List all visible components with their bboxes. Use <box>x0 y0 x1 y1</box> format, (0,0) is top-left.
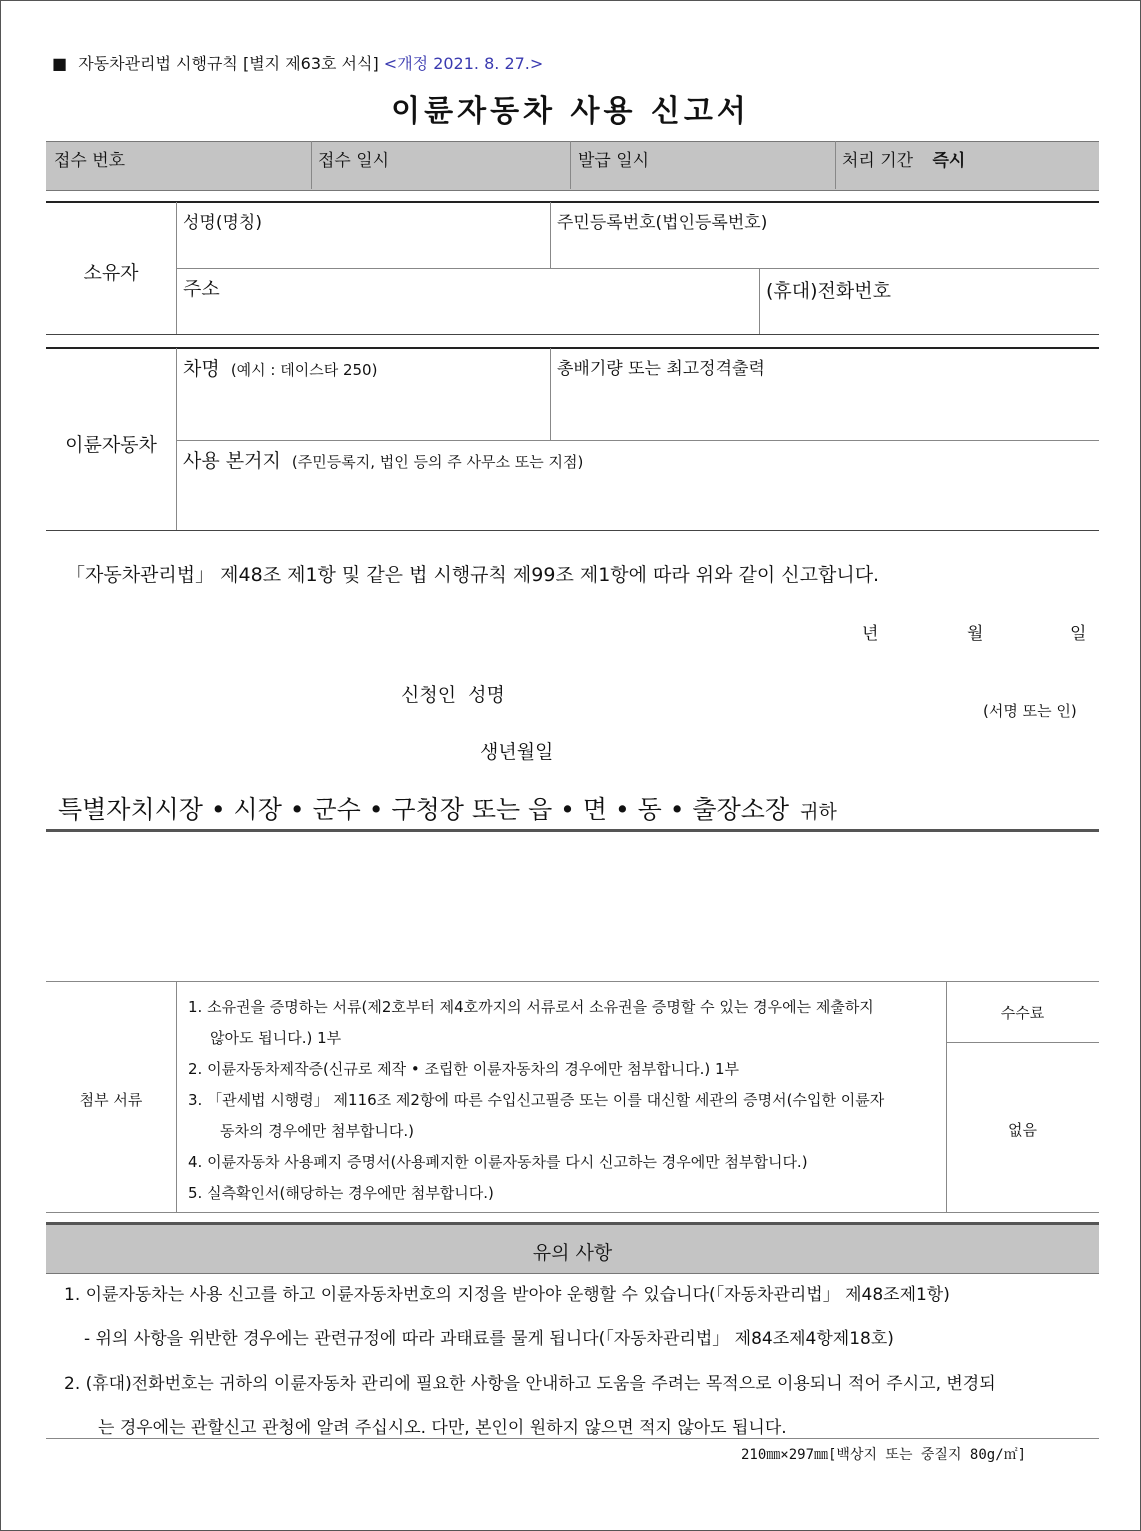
page-title: 이륜자동차 사용 신고서 <box>391 94 750 129</box>
vehicle-section-label: 이륜자동차 <box>65 434 157 456</box>
receipt-number-label: 접수 번호 <box>54 151 126 171</box>
attachment-item-3-cont: 동차의 경우에만 첨부합니다.) <box>220 1122 415 1140</box>
base-location-field <box>183 446 583 473</box>
owner-address-field: 주소 <box>183 278 220 300</box>
processing-period-value: 즉시 <box>932 151 966 171</box>
attachment-item-4: 4. 이륜자동차 사용폐지 증명서(사용폐지한 이륜자동차를 다시 신고하는 경우에만 첨부합니다.) <box>188 1153 808 1171</box>
note-line-4: 는 경우에는 관할신고 관청에 알려 주십시오. 다만, 본인이 원하지 않으면 적지 않아도 됩니다. <box>98 1418 787 1438</box>
attachment-item-1-cont: 않아도 됩니다.) 1부 <box>210 1029 342 1047</box>
form-reference <box>52 51 543 74</box>
law-reference: 자동차관리법 시행규칙 [별지 제63호 서식] <box>78 54 379 73</box>
owner-section-label: 소유자 <box>83 262 139 284</box>
owner-id-field: 주민등록번호(법인등록번호) <box>557 213 768 233</box>
signature-note: (서명 또는 인) <box>983 702 1077 720</box>
note-line-1: 1. 이륜자동차는 사용 신고를 하고 이륜자동차번호의 지정을 받아야 운행할 수 있습니다(「자동차관리법」 제48조제1항) <box>64 1285 950 1305</box>
applicant-name-label: 신청인 성명 <box>401 684 505 706</box>
attachment-item-3: 3. 「관세법 시행령」 제116조 제2항에 따른 수입신고필증 또는 이를 대신할 세관의 증명서(수입한 이륜자 <box>188 1091 885 1109</box>
receipt-date-label: 접수 일시 <box>318 151 390 171</box>
applicant-birth-label: 생년월일 <box>480 741 554 763</box>
owner-name-field: 성명(명칭) <box>183 213 262 233</box>
revision-date: <개정 2021. 8. 27.> <box>383 54 544 73</box>
base-location-label: 사용 본거지 <box>183 450 281 472</box>
declaration-text: 「자동차관리법」 제48조 제1항 및 같은 법 시행규칙 제99조 제1항에 따라 위와 같이 신고합니다. <box>66 564 880 586</box>
attachment-item-1: 1. 소유권을 증명하는 서류(제2호부터 제4호까지의 서류로서 소유권을 증명할 수 있는 경우에는 제출하지 <box>188 998 874 1016</box>
recipient-text: 특별자치시장 • 시장 • 군수 • 구청장 또는 읍 • 면 • 동 • 출장소장 <box>58 795 790 824</box>
fee-value: 없음 <box>1008 1121 1037 1139</box>
date-year: 년 <box>862 624 879 644</box>
owner-phone-field: (휴대)전화번호 <box>766 280 891 302</box>
processing-period-label: 처리 기간 <box>842 151 914 171</box>
notes-title: 유의 사항 <box>532 1242 613 1264</box>
vehicle-name-field <box>183 354 377 381</box>
recipient-honorific: 귀하 <box>800 801 837 823</box>
vehicle-name-example: (예시 : 데이스타 250) <box>230 361 378 379</box>
processing-period <box>842 146 965 171</box>
issue-date-label: 발급 일시 <box>578 151 650 171</box>
base-location-note: (주민등록지, 법인 등의 주 사무소 또는 지점) <box>291 453 584 471</box>
vehicle-name-label: 차명 <box>183 358 220 380</box>
bullet-icon: ■ <box>52 54 68 73</box>
attachment-item-5: 5. 실측확인서(해당하는 경우에만 첨부합니다.) <box>188 1184 494 1202</box>
note-line-2: - 위의 사항을 위반한 경우에는 관련규정에 따라 과태료를 물게 됩니다(「자동차관리법」 제84조제4항제18호) <box>84 1329 894 1349</box>
attachment-item-2: 2. 이륜자동차제작증(신규로 제작 • 조립한 이륜자동차의 경우에만 첨부합니다.) 1부 <box>188 1060 740 1078</box>
recipient-line <box>58 790 837 826</box>
paper-spec: 210㎜×297㎜[백상지 또는 중질지 80g/㎡] <box>741 1447 1027 1463</box>
fee-label: 수수료 <box>1000 1004 1045 1022</box>
date-day: 일 <box>1070 624 1087 644</box>
date-month: 월 <box>967 624 984 644</box>
note-line-3: 2. (휴대)전화번호는 귀하의 이륜자동차 관리에 필요한 사항을 안내하고 도움을 주려는 목적으로 이용되니 적어 주시고, 변경되 <box>64 1374 996 1394</box>
displacement-field: 총배기량 또는 최고정격출력 <box>557 359 765 379</box>
attachments-label: 첨부 서류 <box>79 1091 143 1109</box>
